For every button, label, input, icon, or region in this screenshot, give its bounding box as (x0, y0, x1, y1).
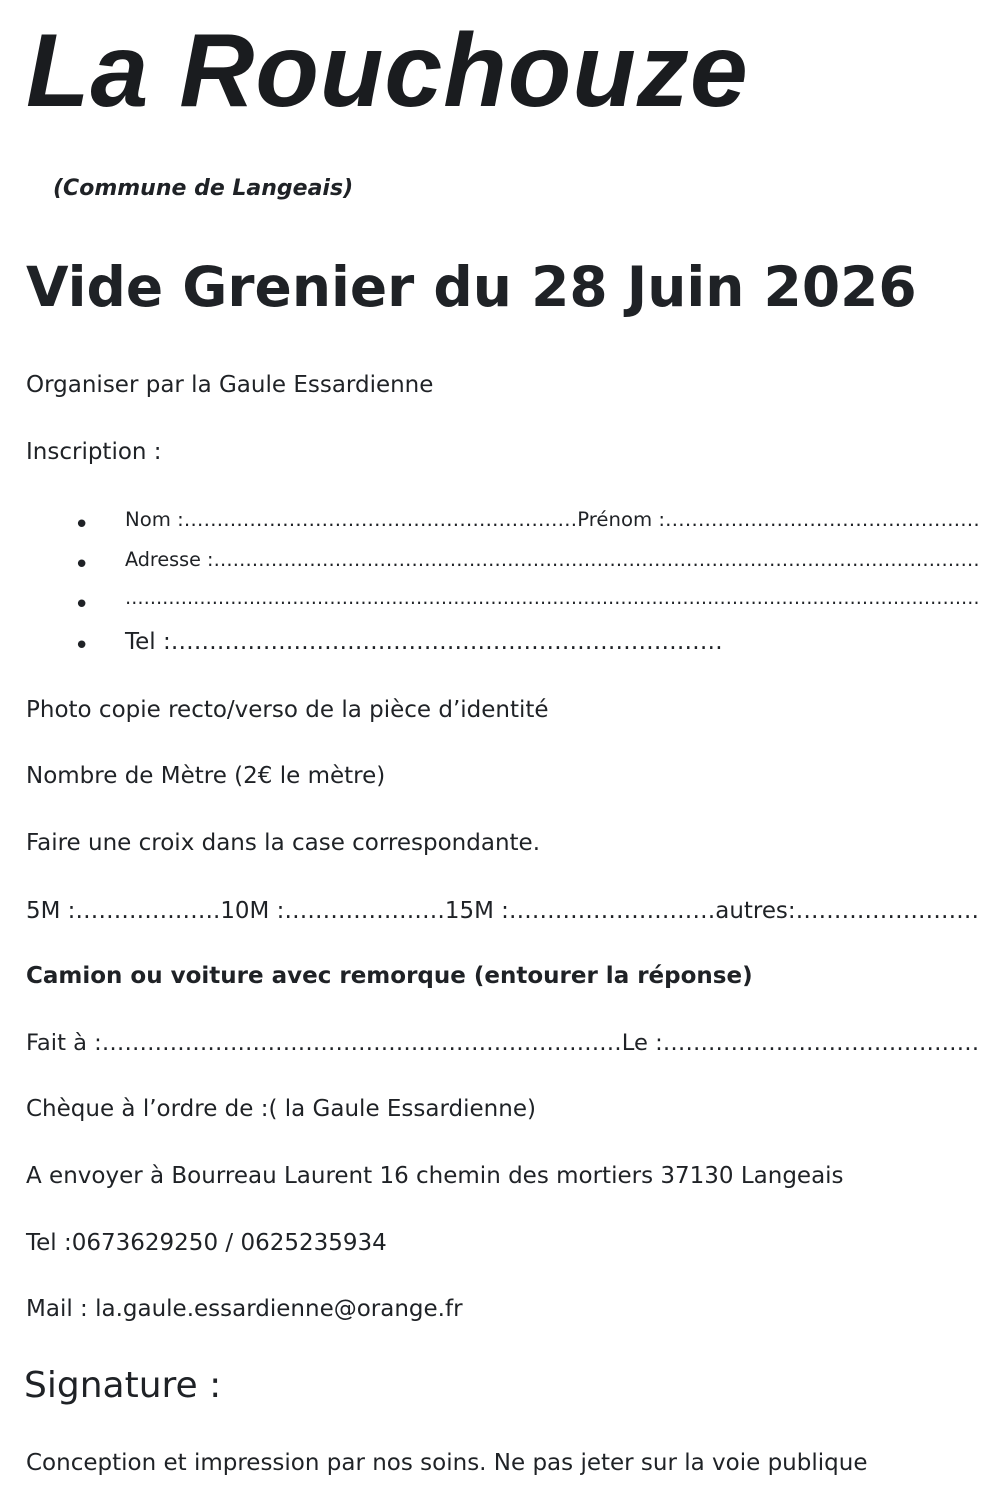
commune-subtitle: (Commune de Langeais) (53, 176, 354, 201)
tel-contact-line: Tel :0673629250 / 0625235934 (26, 1230, 387, 1256)
croix-line: Faire une croix dans la case correspondante. (26, 830, 541, 856)
bullet-adresse-2: • (74, 590, 90, 620)
field-tel: Tel :……………………………………………………………… (125, 629, 723, 655)
signature-label: Signature : (24, 1365, 222, 1406)
vehicule-line: Camion ou voiture avec remorque (entourer la réponse) (26, 963, 753, 989)
options-line: 5M :……………….10M :…………………15M :………………………autres:…………………… (26, 898, 980, 924)
inscription-label: Inscription : (26, 439, 162, 465)
footer-note: Conception et impression par nos soins. Ne pas jeter sur la voie publique (26, 1450, 868, 1476)
bullet-nom: • (74, 510, 90, 540)
photo-line: Photo copie recto/verso de la pièce d’identité (26, 697, 549, 723)
bullet-adresse: • (74, 550, 90, 580)
field-adresse-2: ………………………………………………………………………………………………………………………… (125, 588, 980, 609)
metres-line: Nombre de Mètre (2€ le mètre) (26, 763, 386, 789)
bullet-tel: • (74, 631, 90, 661)
envoi-line: A envoyer à Bourreau Laurent 16 chemin des mortiers 37130 Langeais (26, 1163, 844, 1189)
mail-line: Mail : la.gaule.essardienne@orange.fr (26, 1296, 463, 1322)
field-adresse: Adresse :………………………………………………………………………………………………………… (125, 548, 980, 571)
fait-a-line: Fait à :……………………………………………………………Le :…………………………………… (26, 1030, 980, 1056)
organiser-line: Organiser par la Gaule Essardienne (26, 372, 434, 398)
cheque-line: Chèque à l’ordre de :( la Gaule Essardienne) (26, 1096, 536, 1122)
event-heading: Vide Grenier du 28 Juin 2026 (26, 255, 917, 319)
document-title: La Rouchouze (26, 13, 749, 129)
field-nom-prenom: Nom :……………………………………………………Prénom :………………………………………… (125, 508, 980, 531)
